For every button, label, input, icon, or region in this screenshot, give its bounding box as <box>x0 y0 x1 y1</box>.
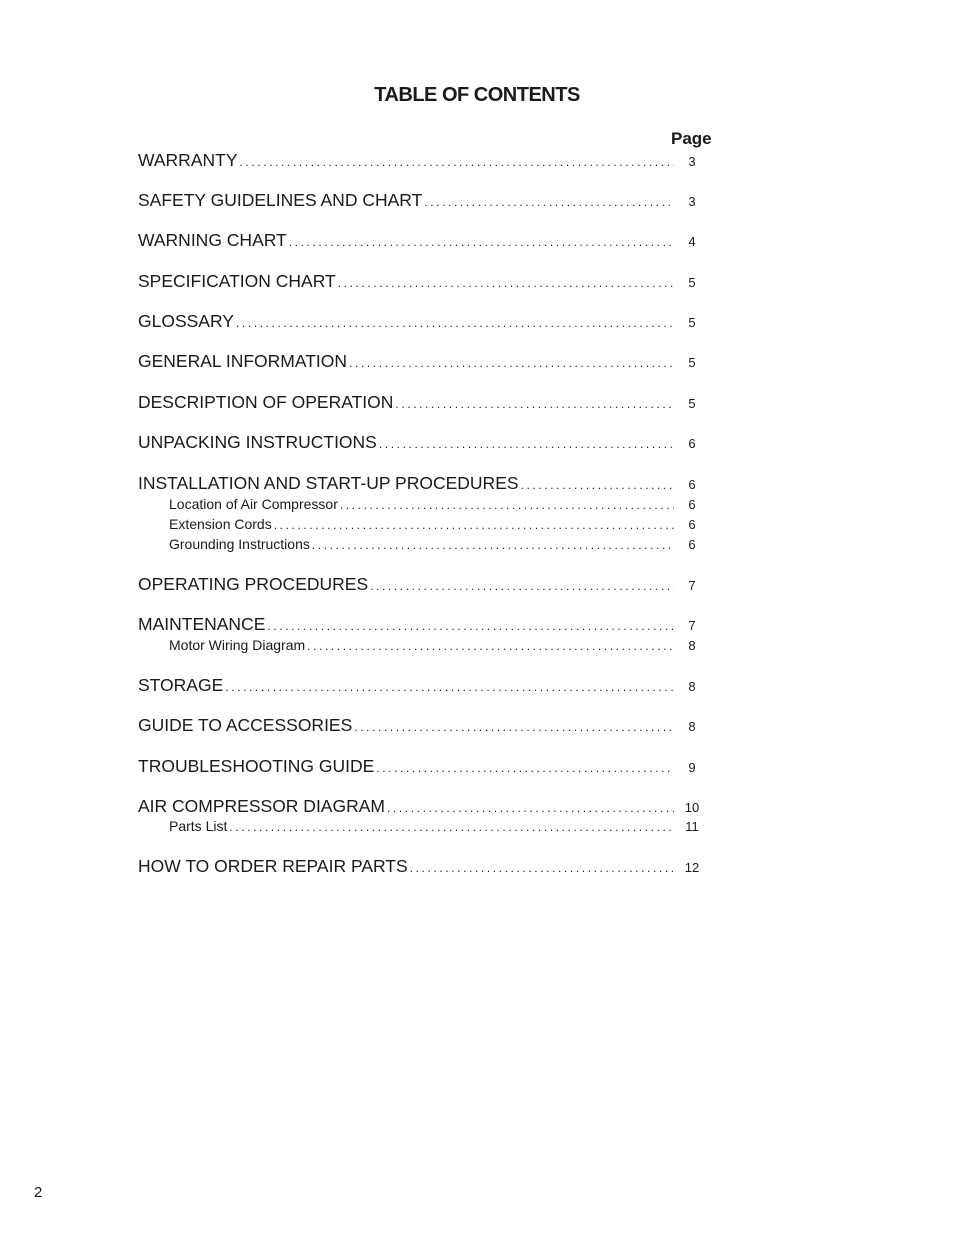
page-title: TABLE OF CONTENTS <box>374 84 580 106</box>
toc-page-number: 5 <box>688 396 696 411</box>
toc-entry-label: GENERAL INFORMATION <box>138 351 348 371</box>
dot-leader <box>395 397 674 411</box>
toc-page-number: 6 <box>688 517 696 532</box>
toc-entry-label: MAINTENANCE <box>138 614 266 634</box>
toc-entry-safety-guidelines[interactable] <box>138 190 706 211</box>
toc-page-number: 7 <box>688 578 696 593</box>
toc-page-number: 5 <box>688 355 696 370</box>
toc-page-number: 3 <box>688 194 696 209</box>
toc-entry-troubleshooting-guide[interactable] <box>138 756 706 777</box>
toc-page-number: 4 <box>688 234 696 249</box>
toc-page-number: 6 <box>688 497 696 512</box>
toc-subentry-parts-list[interactable] <box>169 818 706 834</box>
toc-subentry-extension-cords[interactable] <box>169 516 706 532</box>
toc-entry-specification-chart[interactable] <box>138 271 706 292</box>
page-column-header: Page <box>671 129 712 148</box>
dot-leader <box>376 761 674 775</box>
dot-leader <box>370 579 674 593</box>
toc-entry-installation-start-up[interactable] <box>138 473 706 494</box>
toc-entry-warning-chart[interactable] <box>138 230 706 251</box>
toc-entry-label: Location of Air Compressor <box>169 496 338 512</box>
toc-entry-unpacking-instructions[interactable] <box>138 432 706 453</box>
dot-leader <box>267 619 674 633</box>
toc-entry-label: TROUBLESHOOTING GUIDE <box>138 756 375 776</box>
toc-entry-operating-procedures[interactable] <box>138 574 706 595</box>
toc-page-number: 8 <box>688 719 696 734</box>
toc-entry-label: HOW TO ORDER REPAIR PARTS <box>138 856 408 876</box>
toc-entry-label: UNPACKING INSTRUCTIONS <box>138 432 377 452</box>
toc-entry-guide-to-accessories[interactable] <box>138 715 706 736</box>
toc-entry-label: SAFETY GUIDELINES AND CHART <box>138 190 423 210</box>
toc-entry-general-information[interactable] <box>138 351 706 372</box>
toc-page-number: 12 <box>684 860 700 875</box>
toc-entry-label: WARNING CHART <box>138 230 287 250</box>
toc-entry-label: Motor Wiring Diagram <box>169 637 306 653</box>
dot-leader <box>289 235 674 249</box>
toc-entry-label: SPECIFICATION CHART <box>138 271 336 291</box>
toc-entry-air-compressor-diagram[interactable] <box>138 796 706 817</box>
toc-entry-description-of-operation[interactable] <box>138 392 706 413</box>
toc-entry-label: AIR COMPRESSOR DIAGRAM <box>138 796 385 816</box>
toc-subentry-grounding-instructions[interactable] <box>169 536 706 552</box>
toc-entry-label: Grounding Instructions <box>169 536 310 552</box>
toc-entry-label: INSTALLATION AND START-UP PROCEDURES <box>138 473 519 493</box>
toc-page-number: 3 <box>688 154 696 169</box>
toc-page-number: 6 <box>688 537 696 552</box>
dot-leader <box>236 316 674 330</box>
toc-page-number: 9 <box>688 760 696 775</box>
dot-leader <box>410 861 674 875</box>
toc-entry-storage[interactable] <box>138 675 706 696</box>
toc-entry-how-to-order-repair-parts[interactable] <box>138 856 706 877</box>
toc-entry-label: STORAGE <box>138 675 224 695</box>
dot-leader <box>240 155 675 169</box>
dot-leader <box>387 801 674 815</box>
dot-leader <box>521 478 674 492</box>
dot-leader <box>274 518 674 532</box>
dot-leader <box>307 639 674 653</box>
toc-entry-label: WARRANTY <box>138 150 238 170</box>
dot-leader <box>229 820 674 834</box>
page-number: 2 <box>34 1184 43 1201</box>
toc-page-number: 6 <box>688 436 696 451</box>
toc-page-number: 10 <box>684 800 700 815</box>
toc-entry-label: OPERATING PROCEDURES <box>138 574 369 594</box>
toc-page-number: 5 <box>688 275 696 290</box>
dot-leader <box>340 498 674 512</box>
toc-subentry-location-of-air-compressor[interactable] <box>169 496 706 512</box>
toc-entry-label: DESCRIPTION OF OPERATION <box>138 392 394 412</box>
dot-leader <box>312 538 674 552</box>
toc-entry-warranty[interactable] <box>138 150 706 171</box>
toc-entry-label: Parts List <box>169 818 228 834</box>
toc-entry-label: GUIDE TO ACCESSORIES <box>138 715 353 735</box>
toc-page-number: 8 <box>688 679 696 694</box>
toc-entry-glossary[interactable] <box>138 311 706 332</box>
dot-leader <box>349 356 674 370</box>
dot-leader <box>225 680 674 694</box>
toc-page-number: 7 <box>688 618 696 633</box>
toc-entry-maintenance[interactable] <box>138 614 706 635</box>
toc-page-number: 8 <box>688 638 696 653</box>
toc-entry-label: Extension Cords <box>169 516 272 532</box>
toc-entry-label: GLOSSARY <box>138 311 234 331</box>
toc-page-number: 6 <box>688 477 696 492</box>
toc-subentry-motor-wiring-diagram[interactable] <box>169 637 706 653</box>
dot-leader <box>354 720 674 734</box>
dot-leader <box>379 437 674 451</box>
toc-page-number: 11 <box>685 819 699 834</box>
toc-page-number: 5 <box>688 315 696 330</box>
dot-leader <box>424 195 674 209</box>
dot-leader <box>338 276 674 290</box>
